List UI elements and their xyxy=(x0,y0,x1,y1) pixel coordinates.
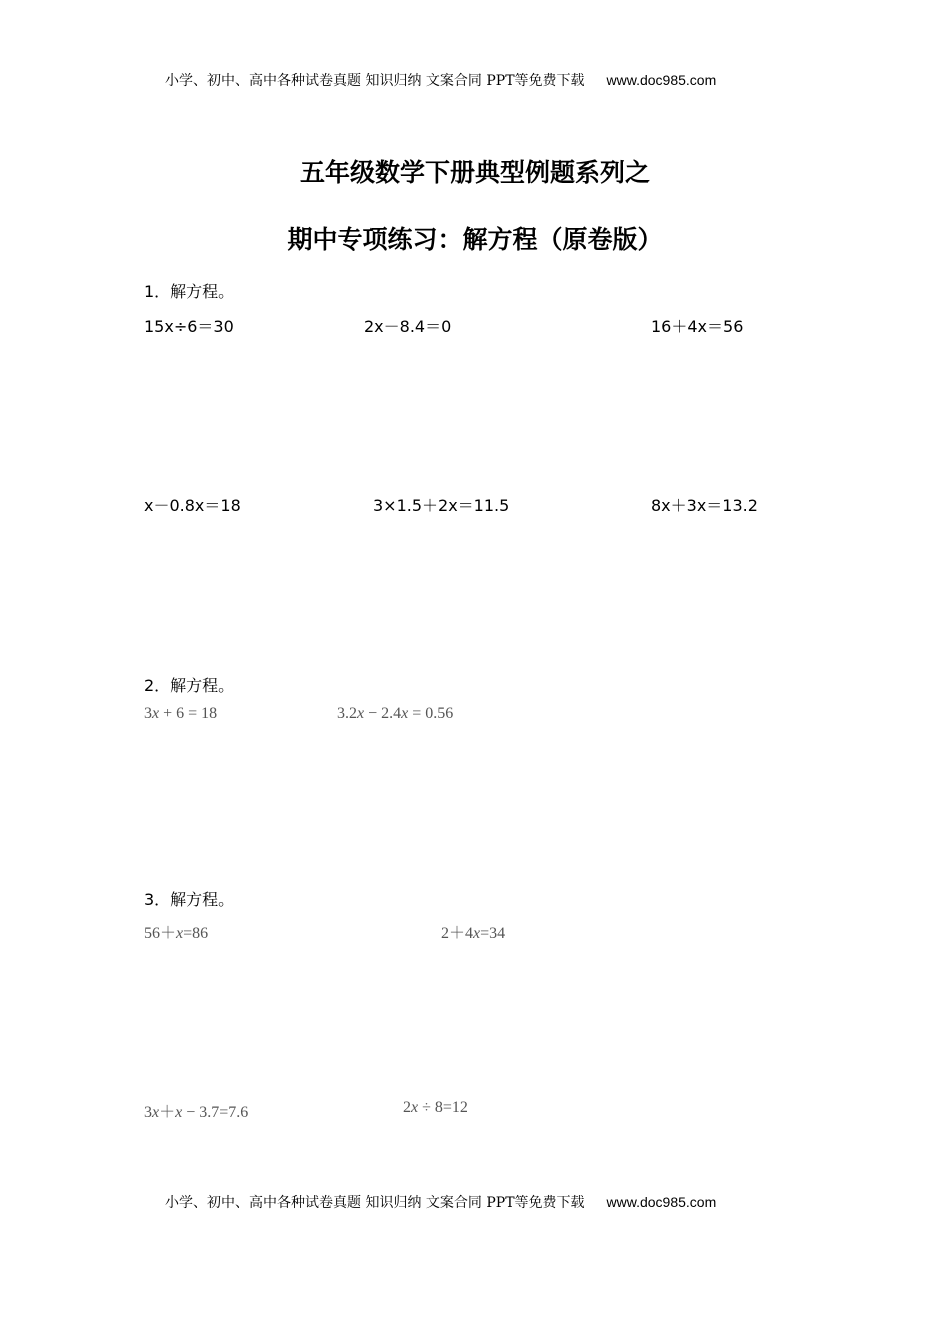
q3-equation-1: 56＋x=86 xyxy=(144,925,209,942)
header-text: 小学、初中、高中各种试卷真题 知识归纳 文案合同 PPT等免费下载 xyxy=(165,73,585,89)
q1-equation-2: 2x－8.4＝0 xyxy=(364,317,452,336)
q2-equation-2: 3.2x − 2.4x = 0.56 xyxy=(337,705,454,722)
footer-text: 小学、初中、高中各种试卷真题 知识归纳 文案合同 PPT等免费下载 xyxy=(165,1195,585,1211)
q1-equation-6: 8x＋3x＝13.2 xyxy=(651,496,758,515)
q3-equation-2: 2＋4x=34 xyxy=(441,925,506,942)
q2-equation-1: 3x + 6 = 18 xyxy=(144,705,218,722)
header-site-link[interactable]: www.doc985.com xyxy=(606,72,717,88)
title-line-2: 期中专项练习：解方程（原卷版） xyxy=(287,225,663,254)
q1-equation-3: 16＋4x＝56 xyxy=(651,317,744,336)
title-line-1: 五年级数学下册典型例题系列之 xyxy=(299,158,650,187)
q3-equation-3: 3x＋x − 3.7=7.6 xyxy=(144,1104,249,1121)
q1-equation-4: x－0.8x＝18 xyxy=(144,496,241,515)
page-footer xyxy=(165,1192,716,1212)
q1-equation-5: 3×1.5＋2x＝11.5 xyxy=(373,496,510,515)
q1-equation-1: 15x÷6＝30 xyxy=(144,317,234,336)
question-1-label: 1．解方程。 xyxy=(144,282,235,301)
footer-site-link[interactable]: www.doc985.com xyxy=(606,1194,717,1210)
question-2-label: 2．解方程。 xyxy=(144,676,235,695)
question-3-label: 3．解方程。 xyxy=(144,890,235,909)
q3-equation-4: 2x ÷ 8=12 xyxy=(403,1099,468,1116)
page-header xyxy=(165,70,716,90)
